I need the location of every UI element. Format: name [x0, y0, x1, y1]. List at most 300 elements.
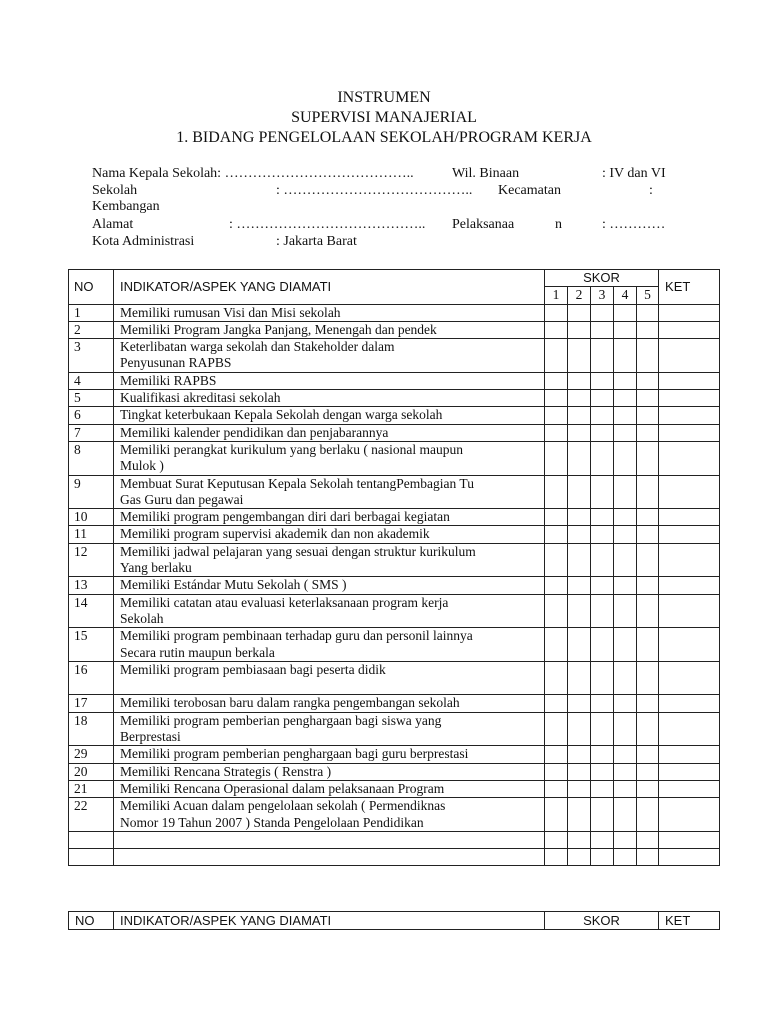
ket-cell[interactable] — [659, 746, 720, 763]
ket-cell[interactable] — [659, 712, 720, 729]
score-cell-1[interactable] — [545, 695, 568, 712]
score-cell-1[interactable] — [545, 441, 568, 458]
ket-cell[interactable] — [659, 458, 720, 475]
ket-cell[interactable] — [659, 475, 720, 492]
score-cell-4[interactable] — [614, 746, 637, 763]
score-cell-2[interactable] — [568, 407, 591, 424]
score-cell-2[interactable] — [568, 729, 591, 746]
row-number: 4 — [69, 372, 114, 389]
score-cell-1[interactable] — [545, 407, 568, 424]
row-number: 1 — [69, 304, 114, 321]
score-cell-2[interactable] — [568, 611, 591, 628]
table-row — [69, 441, 720, 458]
score-cell-3[interactable] — [591, 560, 614, 577]
score-cell-2[interactable] — [568, 661, 591, 678]
ket-cell[interactable] — [659, 645, 720, 662]
header-no: NO — [69, 270, 114, 305]
score-cell-4[interactable] — [614, 390, 637, 407]
score-cell-5[interactable] — [637, 424, 659, 441]
score-cell-1[interactable] — [545, 780, 568, 797]
score-cell-2[interactable] — [568, 849, 591, 866]
score-cell-3[interactable] — [591, 594, 614, 611]
indicator-text: Gas Guru dan pegawai — [114, 492, 545, 509]
pelaksanaan-value: : ………… — [602, 217, 666, 232]
ket-cell[interactable] — [659, 526, 720, 543]
score-cell-2[interactable] — [568, 763, 591, 780]
score-cell-2[interactable] — [568, 780, 591, 797]
score-cell-3[interactable] — [591, 628, 614, 645]
ket-cell[interactable] — [659, 611, 720, 628]
score-cell-4[interactable] — [614, 560, 637, 577]
table-row — [69, 746, 720, 763]
ket-cell[interactable] — [659, 407, 720, 424]
score-cell-3[interactable] — [591, 712, 614, 729]
score-cell-2[interactable] — [568, 560, 591, 577]
score-cell-2[interactable] — [568, 594, 591, 611]
score-cell-2[interactable] — [568, 321, 591, 338]
score-cell-3[interactable] — [591, 611, 614, 628]
sekolah-value: : ………………………………….. — [276, 183, 473, 198]
ket-cell[interactable] — [659, 424, 720, 441]
indicator-text — [114, 831, 545, 848]
indicator-text: Memiliki program pembiasaan bagi peserta didik — [114, 661, 545, 678]
row-number: 17 — [69, 695, 114, 712]
score-cell-4[interactable] — [614, 763, 637, 780]
header-skor: SKOR — [545, 270, 659, 287]
score-cell-1[interactable] — [545, 372, 568, 389]
score-cell-4[interactable] — [614, 849, 637, 866]
score-cell-3[interactable] — [591, 543, 614, 560]
indicator-text: Memiliki catatan atau evaluasi keterlaksanaan program kerja — [114, 594, 545, 611]
table-row — [69, 390, 720, 407]
ket-cell[interactable] — [659, 304, 720, 321]
score-header-1: 1 — [545, 287, 568, 304]
score-cell-1[interactable] — [545, 849, 568, 866]
indicator-text: Memiliki jadwal pelajaran yang sesuai dengan struktur kurikulum — [114, 543, 545, 560]
score-cell-1[interactable] — [545, 798, 568, 815]
ket-cell[interactable] — [659, 339, 720, 356]
score-cell-4[interactable] — [614, 407, 637, 424]
indicator-text: Memiliki terobosan baru dalam rangka pengembangan sekolah — [114, 695, 545, 712]
row-number: 15 — [69, 628, 114, 662]
ket-cell[interactable] — [659, 763, 720, 780]
score-cell-4[interactable] — [614, 628, 637, 645]
score-cell-1[interactable] — [545, 339, 568, 356]
indicator-text: Penyusunan RAPBS — [114, 355, 545, 372]
table-row — [69, 321, 720, 338]
score-cell-1[interactable] — [545, 763, 568, 780]
indicator-text: Memiliki Rencana Strategis ( Renstra ) — [114, 763, 545, 780]
score-cell-5[interactable] — [637, 475, 659, 492]
row-number — [69, 849, 114, 866]
score-cell-5[interactable] — [637, 321, 659, 338]
score-cell-1[interactable] — [545, 831, 568, 848]
score-cell-4[interactable] — [614, 355, 637, 372]
score-cell-3[interactable] — [591, 372, 614, 389]
score-cell-3[interactable] — [591, 678, 614, 695]
pelaksanaan-label-n: n — [555, 217, 562, 232]
score-cell-3[interactable] — [591, 661, 614, 678]
score-cell-4[interactable] — [614, 611, 637, 628]
score-cell-3[interactable] — [591, 475, 614, 492]
score-cell-1[interactable] — [545, 628, 568, 645]
score-cell-3[interactable] — [591, 526, 614, 543]
score-cell-2[interactable] — [568, 390, 591, 407]
score-cell-4[interactable] — [614, 577, 637, 594]
indicator-text: Membuat Surat Keputusan Kepala Sekolah tentangPembagian Tu — [114, 475, 545, 492]
row-number: 8 — [69, 441, 114, 475]
score-cell-1[interactable] — [545, 746, 568, 763]
score-cell-4[interactable] — [614, 594, 637, 611]
ket-cell[interactable] — [659, 441, 720, 458]
score-cell-4[interactable] — [614, 509, 637, 526]
score-cell-4[interactable] — [614, 695, 637, 712]
ket-cell[interactable] — [659, 355, 720, 372]
score-cell-4[interactable] — [614, 321, 637, 338]
score-cell-5[interactable] — [637, 492, 659, 509]
score-cell-1[interactable] — [545, 304, 568, 321]
table-row — [69, 849, 720, 866]
ket-cell[interactable] — [659, 780, 720, 797]
score-cell-5[interactable] — [637, 798, 659, 815]
indicator-text: Nomor 19 Tahun 2007 ) Standa Pengelolaan Pendidikan — [114, 815, 545, 832]
ket-cell[interactable] — [659, 661, 720, 678]
score-cell-5[interactable] — [637, 695, 659, 712]
bottom-header-indikator: INDIKATOR/ASPEK YANG DIAMATI — [114, 912, 545, 930]
indicator-text: Memiliki RAPBS — [114, 372, 545, 389]
table-row-continuation — [69, 611, 720, 628]
row-number: 18 — [69, 712, 114, 746]
score-cell-5[interactable] — [637, 441, 659, 458]
indicator-text — [114, 849, 545, 866]
row-number: 9 — [69, 475, 114, 509]
header-row — [69, 270, 720, 287]
score-cell-5[interactable] — [637, 304, 659, 321]
score-cell-4[interactable] — [614, 372, 637, 389]
ket-cell[interactable] — [659, 492, 720, 509]
score-cell-3[interactable] — [591, 304, 614, 321]
header-ket: KET — [659, 270, 720, 305]
score-cell-5[interactable] — [637, 661, 659, 678]
score-cell-4[interactable] — [614, 424, 637, 441]
row-number: 16 — [69, 661, 114, 695]
score-cell-4[interactable] — [614, 678, 637, 695]
score-cell-3[interactable] — [591, 321, 614, 338]
indicator-text: Yang berlaku — [114, 560, 545, 577]
score-header-2: 2 — [568, 287, 591, 304]
score-cell-2[interactable] — [568, 526, 591, 543]
score-cell-5[interactable] — [637, 678, 659, 695]
score-cell-5[interactable] — [637, 763, 659, 780]
score-cell-3[interactable] — [591, 355, 614, 372]
score-cell-5[interactable] — [637, 372, 659, 389]
title-line-2: SUPERVISI MANAJERIAL — [291, 109, 477, 126]
score-cell-3[interactable] — [591, 798, 614, 815]
score-cell-1[interactable] — [545, 492, 568, 509]
score-cell-3[interactable] — [591, 763, 614, 780]
score-cell-5[interactable] — [637, 645, 659, 662]
alamat-value: : ………………………………….. — [229, 217, 426, 232]
score-cell-2[interactable] — [568, 372, 591, 389]
wil-binaan-label: Wil. Binaan — [452, 166, 520, 181]
score-header-5: 5 — [637, 287, 659, 304]
table-row-continuation — [69, 458, 720, 475]
score-cell-2[interactable] — [568, 543, 591, 560]
score-cell-2[interactable] — [568, 831, 591, 848]
score-cell-5[interactable] — [637, 407, 659, 424]
score-cell-5[interactable] — [637, 458, 659, 475]
score-cell-2[interactable] — [568, 815, 591, 832]
score-cell-5[interactable] — [637, 712, 659, 729]
indicator-text: Memiliki program pemberian penghargaan bagi guru berprestasi — [114, 746, 545, 763]
table-row — [69, 831, 720, 848]
score-cell-3[interactable] — [591, 815, 614, 832]
table-row-continuation — [69, 355, 720, 372]
score-cell-4[interactable] — [614, 831, 637, 848]
table-row — [69, 304, 720, 321]
row-number: 22 — [69, 798, 114, 832]
score-cell-5[interactable] — [637, 577, 659, 594]
table-row — [69, 594, 720, 611]
table-row — [69, 509, 720, 526]
score-cell-5[interactable] — [637, 815, 659, 832]
score-cell-4[interactable] — [614, 712, 637, 729]
score-cell-4[interactable] — [614, 492, 637, 509]
score-cell-4[interactable] — [614, 339, 637, 356]
bottom-header-no: NO — [69, 912, 114, 930]
score-cell-4[interactable] — [614, 526, 637, 543]
table-row — [69, 798, 720, 815]
ket-cell[interactable] — [659, 321, 720, 338]
score-cell-3[interactable] — [591, 492, 614, 509]
score-cell-1[interactable] — [545, 424, 568, 441]
score-cell-5[interactable] — [637, 831, 659, 848]
score-cell-2[interactable] — [568, 628, 591, 645]
score-cell-1[interactable] — [545, 355, 568, 372]
indicator-text: Sekolah — [114, 611, 545, 628]
row-number: 12 — [69, 543, 114, 577]
bottom-header-row — [69, 912, 720, 930]
score-cell-1[interactable] — [545, 509, 568, 526]
score-cell-2[interactable] — [568, 645, 591, 662]
score-cell-3[interactable] — [591, 780, 614, 797]
table-row — [69, 475, 720, 492]
kepala-sekolah-label: Nama Kepala Sekolah: ………………………………….. — [92, 166, 414, 181]
title-line-3: 1. BIDANG PENGELOLAAN SEKOLAH/PROGRAM KERJA — [176, 129, 592, 146]
bottom-table-header — [68, 911, 720, 930]
score-cell-2[interactable] — [568, 712, 591, 729]
score-cell-4[interactable] — [614, 441, 637, 458]
sekolah-label: Sekolah — [92, 183, 138, 198]
score-cell-4[interactable] — [614, 780, 637, 797]
score-cell-5[interactable] — [637, 746, 659, 763]
score-cell-4[interactable] — [614, 475, 637, 492]
indicator-text: Memiliki Estándar Mutu Sekolah ( SMS ) — [114, 577, 545, 594]
score-cell-1[interactable] — [545, 321, 568, 338]
score-cell-3[interactable] — [591, 645, 614, 662]
row-number: 13 — [69, 577, 114, 594]
score-cell-3[interactable] — [591, 509, 614, 526]
score-cell-5[interactable] — [637, 849, 659, 866]
score-cell-1[interactable] — [545, 611, 568, 628]
score-cell-1[interactable] — [545, 729, 568, 746]
score-cell-1[interactable] — [545, 645, 568, 662]
kota-value: : Jakarta Barat — [276, 234, 357, 249]
pelaksanaan-label: Pelaksanaa — [452, 217, 515, 232]
score-cell-2[interactable] — [568, 424, 591, 441]
table-row — [69, 763, 720, 780]
table-row-continuation — [69, 678, 720, 695]
ket-cell[interactable] — [659, 678, 720, 695]
score-cell-3[interactable] — [591, 424, 614, 441]
indicator-text: Mulok ) — [114, 458, 545, 475]
score-cell-5[interactable] — [637, 543, 659, 560]
score-cell-3[interactable] — [591, 831, 614, 848]
score-cell-2[interactable] — [568, 458, 591, 475]
table-row — [69, 780, 720, 797]
score-cell-1[interactable] — [545, 475, 568, 492]
score-cell-3[interactable] — [591, 849, 614, 866]
score-cell-5[interactable] — [637, 780, 659, 797]
indicator-text: Memiliki Acuan dalam pengelolaan sekolah ( Permendiknas — [114, 798, 545, 815]
score-cell-1[interactable] — [545, 543, 568, 560]
score-cell-4[interactable] — [614, 729, 637, 746]
score-cell-1[interactable] — [545, 526, 568, 543]
bottom-header-ket: KET — [659, 912, 720, 930]
ket-cell[interactable] — [659, 577, 720, 594]
score-cell-4[interactable] — [614, 458, 637, 475]
score-cell-1[interactable] — [545, 815, 568, 832]
score-cell-2[interactable] — [568, 475, 591, 492]
ket-cell[interactable] — [659, 798, 720, 815]
score-cell-5[interactable] — [637, 628, 659, 645]
score-cell-1[interactable] — [545, 594, 568, 611]
score-cell-3[interactable] — [591, 441, 614, 458]
table-row — [69, 543, 720, 560]
score-cell-3[interactable] — [591, 729, 614, 746]
score-cell-2[interactable] — [568, 304, 591, 321]
score-cell-3[interactable] — [591, 458, 614, 475]
score-cell-2[interactable] — [568, 355, 591, 372]
score-cell-1[interactable] — [545, 390, 568, 407]
table-row — [69, 577, 720, 594]
table-row — [69, 424, 720, 441]
kecamatan-colon: : — [649, 183, 653, 198]
score-cell-2[interactable] — [568, 678, 591, 695]
indicator-text — [114, 678, 545, 695]
row-number: 5 — [69, 390, 114, 407]
score-cell-3[interactable] — [591, 390, 614, 407]
table-row — [69, 661, 720, 678]
score-cell-3[interactable] — [591, 339, 614, 356]
score-cell-2[interactable] — [568, 339, 591, 356]
score-cell-3[interactable] — [591, 577, 614, 594]
score-cell-2[interactable] — [568, 798, 591, 815]
score-header-3: 3 — [591, 287, 614, 304]
table-row-continuation — [69, 560, 720, 577]
table-row-continuation — [69, 645, 720, 662]
score-cell-5[interactable] — [637, 560, 659, 577]
score-cell-2[interactable] — [568, 492, 591, 509]
score-cell-5[interactable] — [637, 355, 659, 372]
row-number — [69, 831, 114, 848]
kecamatan-value: Kembangan — [92, 199, 160, 214]
ket-cell[interactable] — [659, 594, 720, 611]
kota-label: Kota Administrasi — [92, 234, 195, 249]
score-cell-3[interactable] — [591, 695, 614, 712]
indicator-text: Memiliki kalender pendidikan dan penjabarannya — [114, 424, 545, 441]
score-cell-4[interactable] — [614, 543, 637, 560]
score-cell-4[interactable] — [614, 661, 637, 678]
indicator-text: Keterlibatan warga sekolah dan Stakeholder dalam — [114, 339, 545, 356]
table-row — [69, 372, 720, 389]
table-row — [69, 712, 720, 729]
score-cell-2[interactable] — [568, 695, 591, 712]
ket-cell[interactable] — [659, 815, 720, 832]
score-cell-5[interactable] — [637, 594, 659, 611]
score-cell-4[interactable] — [614, 815, 637, 832]
indicator-text: Memiliki Rencana Operasional dalam pelaksanaan Program — [114, 780, 545, 797]
score-cell-2[interactable] — [568, 746, 591, 763]
ket-cell[interactable] — [659, 509, 720, 526]
ket-cell[interactable] — [659, 695, 720, 712]
row-number: 6 — [69, 407, 114, 424]
score-cell-5[interactable] — [637, 509, 659, 526]
table-row — [69, 339, 720, 356]
indicator-text: Memiliki program pembinaan terhadap guru dan personil lainnya — [114, 628, 545, 645]
ket-cell[interactable] — [659, 628, 720, 645]
ket-cell[interactable] — [659, 849, 720, 866]
ket-cell[interactable] — [659, 560, 720, 577]
score-cell-1[interactable] — [545, 712, 568, 729]
score-cell-4[interactable] — [614, 798, 637, 815]
score-header-4: 4 — [614, 287, 637, 304]
score-cell-1[interactable] — [545, 661, 568, 678]
score-cell-5[interactable] — [637, 526, 659, 543]
wil-binaan-value: : IV dan VI — [602, 166, 666, 181]
score-cell-3[interactable] — [591, 407, 614, 424]
score-cell-1[interactable] — [545, 560, 568, 577]
score-cell-4[interactable] — [614, 304, 637, 321]
score-cell-1[interactable] — [545, 678, 568, 695]
row-number: 11 — [69, 526, 114, 543]
ket-cell[interactable] — [659, 831, 720, 848]
score-cell-2[interactable] — [568, 509, 591, 526]
score-cell-5[interactable] — [637, 339, 659, 356]
score-cell-3[interactable] — [591, 746, 614, 763]
ket-cell[interactable] — [659, 390, 720, 407]
score-cell-1[interactable] — [545, 577, 568, 594]
score-cell-2[interactable] — [568, 577, 591, 594]
row-number: 2 — [69, 321, 114, 338]
score-cell-1[interactable] — [545, 458, 568, 475]
row-number: 7 — [69, 424, 114, 441]
ket-cell[interactable] — [659, 729, 720, 746]
supervision-table — [68, 269, 720, 866]
indicator-text: Secara rutin maupun berkala — [114, 645, 545, 662]
score-cell-5[interactable] — [637, 390, 659, 407]
ket-cell[interactable] — [659, 372, 720, 389]
indicator-text: Memiliki perangkat kurikulum yang berlaku ( nasional maupun — [114, 441, 545, 458]
score-cell-5[interactable] — [637, 611, 659, 628]
indicator-text: Kualifikasi akreditasi sekolah — [114, 390, 545, 407]
score-cell-5[interactable] — [637, 729, 659, 746]
header-indikator: INDIKATOR/ASPEK YANG DIAMATI — [114, 270, 545, 305]
table-row — [69, 695, 720, 712]
score-cell-2[interactable] — [568, 441, 591, 458]
ket-cell[interactable] — [659, 543, 720, 560]
score-cell-4[interactable] — [614, 645, 637, 662]
